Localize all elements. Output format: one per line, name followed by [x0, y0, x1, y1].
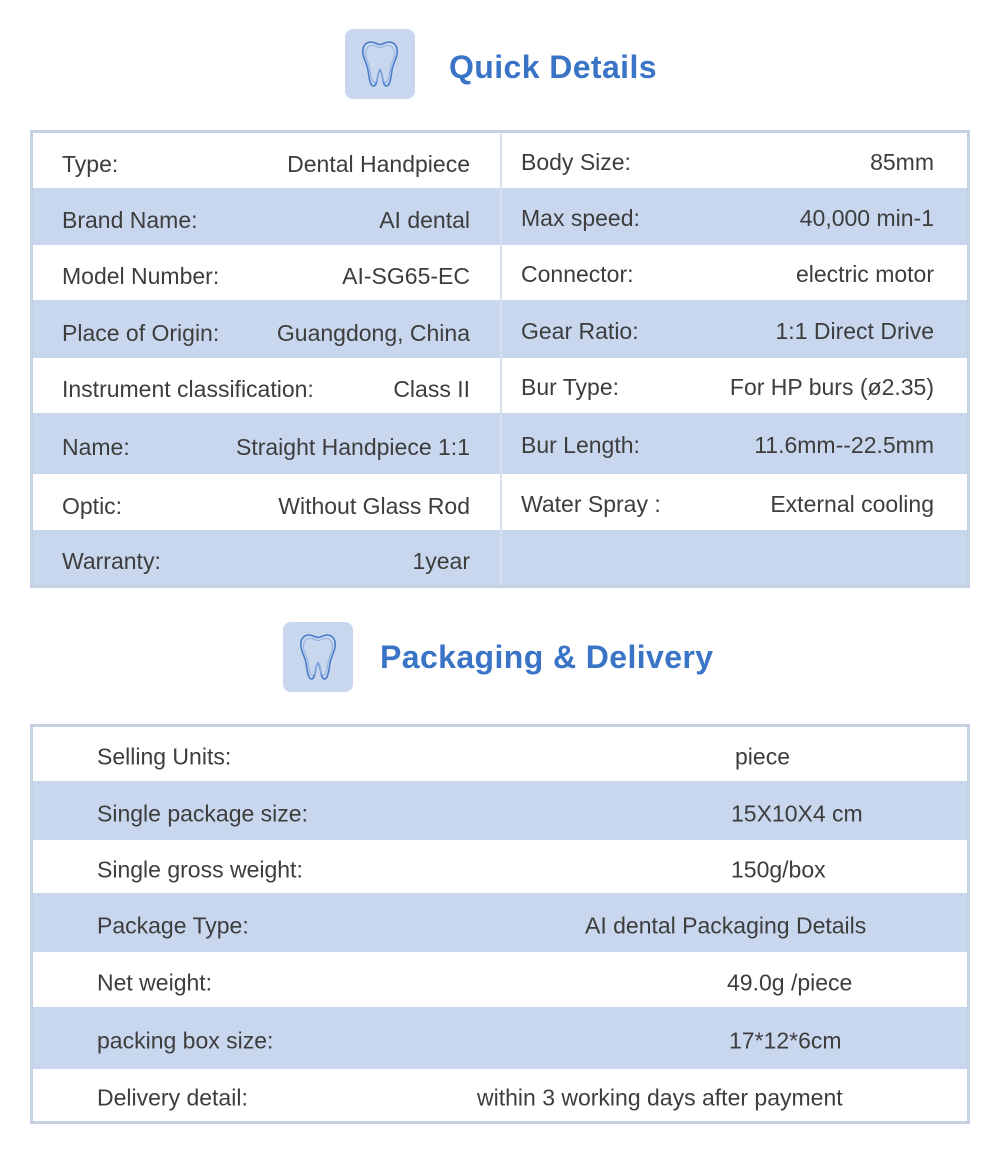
spec-label: Gear Ratio: — [521, 317, 639, 344]
spec-value: 17*12*6cm — [729, 1027, 842, 1054]
spec-label: Package Type: — [97, 912, 249, 938]
spec-row — [33, 413, 500, 474]
spec-value: 49.0g /piece — [727, 969, 853, 995]
spec-row — [33, 474, 500, 530]
spec-label: Bur Length: — [521, 432, 640, 458]
spec-row — [33, 1069, 967, 1121]
spec-value: AI dental — [379, 207, 470, 233]
spec-label: packing box size: — [97, 1027, 274, 1054]
spec-value: For HP burs (ø2.35) — [729, 374, 934, 400]
spec-row — [33, 530, 500, 585]
spec-row — [33, 952, 967, 1007]
spec-label: Name: — [62, 434, 130, 460]
packaging-delivery-table — [30, 724, 970, 1124]
spec-label: Bur Type: — [521, 374, 620, 400]
section-title: Packaging & Delivery — [380, 639, 714, 675]
quick-details-table — [30, 130, 970, 588]
tooth-icon — [298, 632, 338, 682]
spec-value: Without Glass Rod — [278, 492, 470, 519]
spec-row — [502, 245, 967, 300]
spec-column-right — [502, 133, 967, 585]
spec-column-left — [33, 133, 502, 585]
spec-value: 150g/box — [731, 856, 826, 882]
spec-value: 85mm — [870, 149, 934, 175]
spec-label: Warranty: — [62, 548, 161, 574]
spec-row-empty — [502, 530, 967, 585]
section-icon-badge — [345, 29, 415, 99]
spec-value: External cooling — [770, 490, 934, 517]
spec-value: Class II — [393, 376, 470, 402]
spec-label: Net weight: — [97, 969, 213, 995]
spec-value: 11.6mm--22.5mm — [754, 432, 934, 458]
spec-label: Max speed: — [521, 205, 640, 231]
spec-row — [502, 188, 967, 245]
spec-label: Selling Units: — [97, 743, 232, 770]
spec-row — [33, 1007, 967, 1069]
spec-label: Optic: — [62, 492, 123, 519]
spec-label: Body Size: — [521, 149, 631, 175]
spec-row — [33, 133, 500, 188]
spec-value: 1year — [412, 548, 470, 574]
spec-row — [33, 727, 967, 781]
spec-label: Water Spray : — [521, 490, 661, 517]
spec-value: Dental Handpiece — [287, 151, 470, 177]
spec-row — [502, 133, 967, 188]
spec-row — [502, 358, 967, 413]
spec-label: Single gross weight: — [97, 856, 303, 882]
spec-value: 15X10X4 cm — [731, 800, 863, 826]
spec-label: Delivery detail: — [97, 1084, 248, 1111]
spec-row — [502, 474, 967, 530]
spec-value: AI dental Packaging Details — [585, 912, 867, 938]
spec-row — [33, 245, 500, 300]
spec-value: Guangdong, China — [276, 319, 470, 346]
spec-label: Model Number: — [62, 263, 220, 289]
spec-row — [33, 188, 500, 245]
spec-row — [33, 358, 500, 413]
spec-label: Connector: — [521, 261, 634, 287]
spec-value: piece — [735, 743, 790, 770]
spec-row — [33, 840, 967, 893]
section-icon-badge — [283, 622, 353, 692]
spec-row — [33, 300, 500, 358]
section-title: Quick Details — [449, 49, 657, 85]
spec-row — [33, 781, 967, 840]
spec-label: Type: — [62, 151, 119, 177]
spec-label: Brand Name: — [62, 207, 198, 233]
spec-value: AI-SG65-EC — [342, 263, 470, 289]
spec-value: Straight Handpiece 1:1 — [236, 434, 470, 460]
spec-value: 1:1 Direct Drive — [775, 317, 934, 344]
spec-row — [33, 893, 967, 952]
spec-label: Single package size: — [97, 800, 308, 826]
spec-row — [502, 300, 967, 358]
spec-label: Place of Origin: — [62, 319, 220, 346]
spec-row — [502, 413, 967, 474]
spec-value: 40,000 min-1 — [799, 205, 934, 231]
spec-value: within 3 working days after payment — [477, 1084, 843, 1111]
tooth-icon — [360, 39, 400, 89]
spec-label: Instrument classification: — [62, 376, 314, 402]
spec-value: electric motor — [795, 261, 934, 287]
